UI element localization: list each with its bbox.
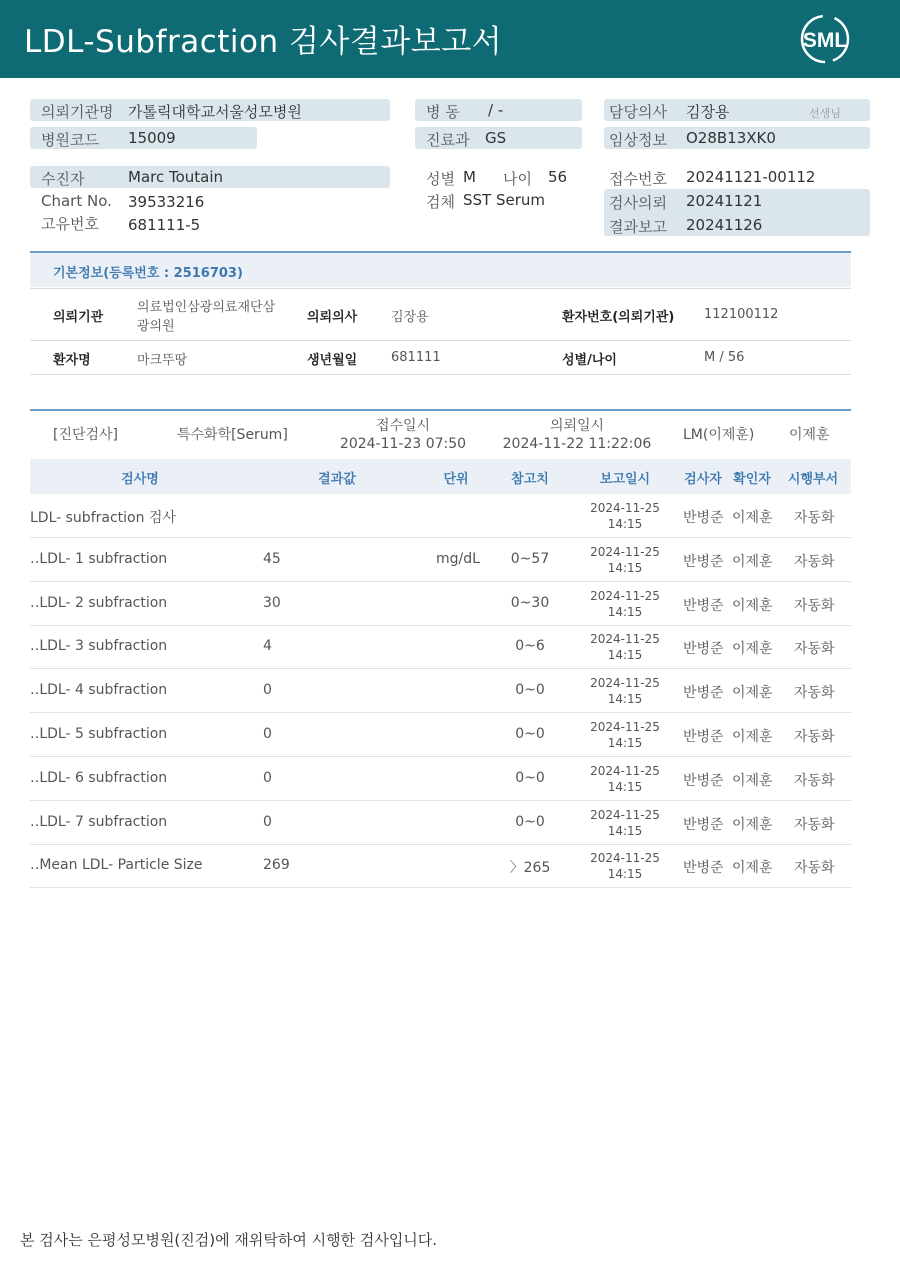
- requested-label: 의뢰일시: [549, 418, 605, 434]
- result-value-cell: 269: [263, 857, 290, 874]
- dept-value: GS: [485, 129, 507, 147]
- specimen-value: SST Serum: [463, 191, 546, 209]
- chart-value: 39533216: [128, 193, 205, 211]
- divider: [30, 340, 851, 341]
- tester-cell: 반병준: [683, 641, 724, 658]
- exam-category: 특수화학[Serum]: [177, 427, 288, 443]
- report-date: 2024-11-25: [590, 632, 660, 647]
- ward-label: 병 동: [426, 103, 460, 121]
- specimen-label: 검체: [426, 193, 455, 211]
- ward-value: / -: [488, 101, 504, 119]
- reference-text: 0~57: [510, 550, 550, 567]
- test-name-cell: ‥LDL- 5 subfraction: [30, 726, 168, 742]
- dept-cell: 자동화: [794, 772, 835, 789]
- test-name-cell: LDL- subfraction 검사: [30, 510, 176, 526]
- lm-name: 이제훈: [789, 427, 830, 443]
- patient-name-value: Marc Toutain: [128, 168, 224, 186]
- test-name-cell: ‥LDL- 6 subfraction: [30, 769, 168, 786]
- doctor-suffix: 선생님: [809, 107, 841, 120]
- received-value: 2024-11-23 07:50: [339, 436, 467, 452]
- unit-cell: mg/dL: [436, 550, 480, 567]
- report-time: 14:15: [607, 867, 643, 882]
- divider: [30, 288, 851, 289]
- pname-label: 환자명: [53, 353, 91, 368]
- checker-cell: 이제훈: [732, 597, 773, 614]
- received-label: 접수일시: [375, 418, 431, 434]
- report-title: LDL-Subfraction 검사결과보고서: [24, 24, 503, 60]
- inst-value-line1: 의료법인삼광의료재단삼: [137, 300, 276, 315]
- table-row: [30, 669, 851, 713]
- dept-cell: 자동화: [794, 685, 835, 702]
- sml-logo: [798, 12, 852, 66]
- clinical-label: 임상정보: [609, 131, 667, 149]
- patno-value: 112100112: [704, 307, 779, 322]
- report-label: 결과보고: [609, 218, 667, 236]
- checker-cell: 이제훈: [732, 729, 773, 745]
- patient-name-label: 수진자: [41, 170, 85, 188]
- dept-cell: 자동화: [794, 816, 835, 833]
- table-row: [30, 582, 851, 626]
- th-name: 검사명: [121, 472, 159, 487]
- th-checker: 확인자: [733, 472, 771, 487]
- logo-text: SML: [802, 29, 848, 52]
- report-time: 14:15: [607, 736, 643, 750]
- tester-cell: 반병준: [683, 772, 724, 789]
- doctor-label: 담당의사: [609, 103, 667, 121]
- checker-cell: 이제훈: [732, 860, 773, 877]
- age-label: 나이: [503, 170, 532, 188]
- req-doctor-label: 의뢰의사: [307, 310, 358, 325]
- lm-label: LM(이제훈): [683, 427, 755, 443]
- report-date: 2024-11-25: [590, 807, 660, 822]
- report-date: 2024-11-25: [590, 676, 660, 691]
- dept-cell: 자동화: [794, 553, 835, 570]
- exam-topline: [30, 409, 851, 411]
- result-value-cell: 45: [263, 550, 281, 567]
- table-row: [30, 494, 851, 538]
- checker-cell: 이제훈: [732, 641, 773, 658]
- dept-cell: 자동화: [794, 729, 835, 745]
- inst-value-line2: 광의원: [137, 319, 175, 334]
- pname-value: 마크뚜땅: [137, 353, 188, 368]
- report-value: 20241126: [686, 216, 763, 234]
- test-name-cell: ‥Mean LDL- Particle Size: [30, 857, 203, 874]
- report-header: [0, 0, 900, 78]
- report-date: 2024-11-25: [590, 720, 660, 734]
- tester-cell: 반병준: [683, 816, 724, 833]
- table-row: [30, 757, 851, 801]
- tester-cell: 반병준: [683, 685, 724, 702]
- report-date: 2024-11-25: [590, 851, 660, 866]
- dept-cell: 자동화: [794, 641, 835, 658]
- report-time: 14:15: [607, 517, 643, 531]
- result-value-cell: 0: [263, 769, 272, 786]
- test-name-cell: ‥LDL- 2 subfraction: [30, 594, 168, 611]
- th-unit: 단위: [443, 472, 469, 487]
- chart-label: Chart No.: [41, 192, 112, 210]
- sexage-label: 성별/나이: [562, 353, 617, 368]
- test-name-cell: ‥LDL- 3 subfraction: [30, 638, 168, 655]
- sex-value: M: [463, 168, 476, 186]
- receipt-label: 접수번호: [609, 170, 667, 188]
- report-time: 14:15: [607, 823, 643, 838]
- report-time: 14:15: [607, 692, 643, 707]
- result-value-cell: 30: [263, 594, 281, 611]
- dob-value: 681111: [391, 350, 441, 365]
- divider: [30, 374, 851, 375]
- dob-label: 생년월일: [307, 353, 358, 368]
- checker-cell: 이제훈: [732, 553, 773, 570]
- reference-text: 0~6: [515, 638, 545, 655]
- th-value: 결과값: [318, 472, 356, 487]
- clinical-value: O28B13XK0: [686, 129, 776, 147]
- dept-cell: 자동화: [794, 510, 835, 526]
- dept-cell: 자동화: [794, 597, 835, 614]
- report-date: 2024-11-25: [590, 763, 660, 778]
- hospital-label: 의뢰기관명: [41, 103, 114, 121]
- table-row: [30, 844, 851, 888]
- sex-label: 성별: [426, 170, 455, 188]
- reference-text: 0~0: [515, 813, 545, 830]
- tester-cell: 반병준: [683, 729, 724, 745]
- report-time: 14:15: [607, 779, 643, 794]
- doctor-value: 김장용: [686, 103, 730, 121]
- request-value: 20241121: [686, 192, 763, 210]
- table-row: [30, 538, 851, 582]
- receipt-value: 20241121-00112: [686, 168, 816, 186]
- result-value-cell: 0: [263, 682, 272, 699]
- tester-cell: 반병준: [683, 510, 724, 526]
- test-name-cell: ‥LDL- 4 subfraction: [30, 682, 168, 699]
- test-name-cell: ‥LDL- 7 subfraction: [30, 813, 168, 830]
- req-doctor-value: 김장용: [391, 310, 429, 325]
- report-time: 14:15: [607, 648, 643, 663]
- reference-text: 0~30: [510, 594, 550, 611]
- tester-cell: 반병준: [683, 860, 724, 877]
- reference-text: 〉265: [509, 860, 551, 877]
- th-dept: 시행부서: [787, 472, 839, 487]
- report-time: 14:15: [607, 560, 643, 575]
- id-label: 고유번호: [41, 215, 99, 233]
- table-row: [30, 625, 851, 669]
- reference-text: 0~0: [515, 682, 545, 699]
- report-date: 2024-11-25: [590, 588, 660, 603]
- checker-cell: 이제훈: [732, 685, 773, 702]
- dept-cell: 자동화: [794, 860, 835, 877]
- tester-cell: 반병준: [683, 597, 724, 614]
- sexage-value: M / 56: [704, 350, 745, 365]
- footer-note: 본 검사는 은평성모병원(진검)에 재위탁하여 시행한 검사입니다.: [20, 1231, 438, 1249]
- checker-cell: 이제훈: [732, 510, 773, 526]
- test-name-cell: ‥LDL- 1 subfraction: [30, 550, 168, 567]
- hospital-value: 가톨릭대학교서울성모병원: [128, 103, 302, 121]
- hospital-code-label: 병원코드: [41, 131, 99, 149]
- report-date: 2024-11-25: [590, 544, 660, 559]
- result-value-cell: 4: [263, 638, 272, 655]
- table-row: [30, 801, 851, 845]
- reference-text: 0~0: [515, 769, 545, 786]
- th-date: 보고일시: [599, 472, 651, 487]
- age-value: 56: [548, 168, 568, 186]
- report-date: 2024-11-25: [590, 501, 660, 515]
- result-value-cell: 0: [263, 813, 272, 830]
- requested-value: 2024-11-22 11:22:06: [502, 436, 652, 452]
- checker-cell: 이제훈: [732, 816, 773, 833]
- result-value-cell: 0: [263, 726, 272, 742]
- table-row: [30, 713, 851, 757]
- report-time: 14:15: [607, 604, 643, 619]
- tester-cell: 반병준: [683, 553, 724, 570]
- checker-cell: 이제훈: [732, 772, 773, 789]
- reference-text: 0~0: [515, 726, 545, 742]
- exam-type: [진단검사]: [53, 427, 119, 443]
- basic-info-title: 기본정보(등록번호 : 2516703): [53, 266, 243, 281]
- th-tester: 검사자: [684, 472, 722, 487]
- th-ref: 참고치: [511, 472, 549, 487]
- dept-label: 진료과: [426, 131, 470, 149]
- patno-label: 환자번호(의뢰기관): [562, 310, 675, 325]
- inst-label: 의뢰기관: [53, 310, 104, 325]
- hospital-code-value: 15009: [128, 129, 176, 147]
- id-value: 681111-5: [128, 216, 201, 234]
- request-label: 검사의뢰: [609, 194, 667, 212]
